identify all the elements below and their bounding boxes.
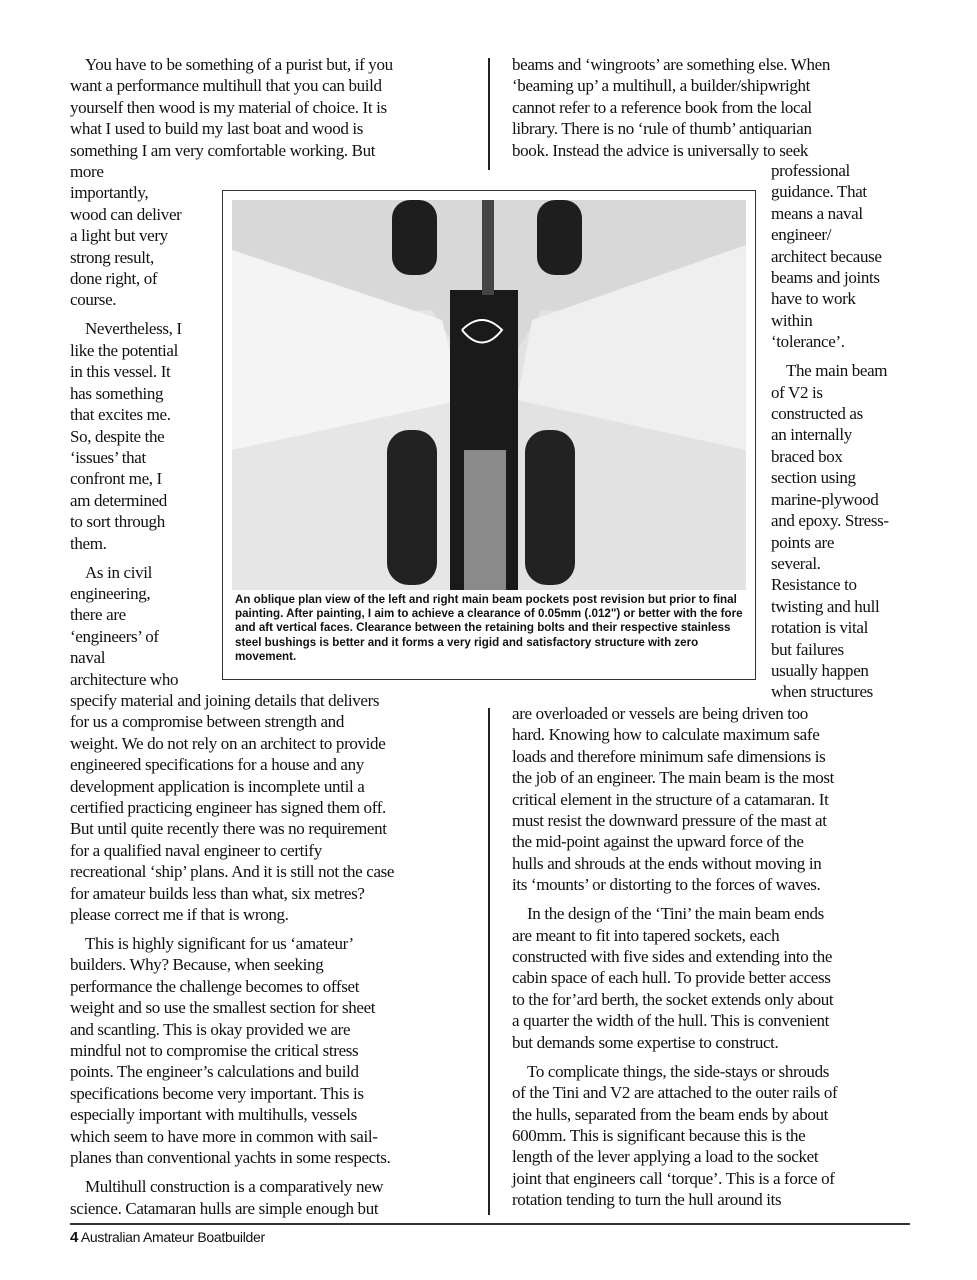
text-line: strong result,: [70, 247, 154, 267]
text-line: that excites me.: [70, 405, 171, 425]
text-line: ‘beaming up’ a multihull, a builder/shipwright: [512, 76, 811, 96]
text-line: This is highly significant for us ‘amateur’: [85, 934, 354, 954]
text-line: As in civil: [85, 562, 152, 582]
text-line: mindful not to compromise the critical stress: [70, 1041, 359, 1061]
text-line: book. Instead the advice is universally to seek: [512, 140, 809, 160]
text-line: length of the lever applying a load to the socket: [512, 1147, 819, 1167]
text-line: yourself then wood is my material of choice. It is: [70, 97, 387, 117]
text-line: To complicate things, the side-stays or shrouds: [527, 1061, 830, 1081]
text-line: weight and so use the smallest section for sheet: [70, 998, 376, 1018]
text-line: of V2 is: [771, 382, 823, 402]
text-line: recreational ‘ship’ plans. And it is still not the case: [70, 862, 395, 882]
page-number: 4: [70, 1229, 79, 1246]
page-footer: [70, 1229, 265, 1246]
text-line: its ‘mounts’ or distorting to the forces of waves.: [512, 875, 821, 895]
text-line: usually happen: [771, 660, 869, 680]
text-line: within: [771, 310, 813, 330]
text-line: braced box: [771, 446, 843, 466]
text-line: planes than conventional yachts in some respects.: [70, 1148, 391, 1168]
text-line: certified practicing engineer has signed them off.: [70, 798, 386, 817]
text-line: specify material and joining details that delivers: [70, 690, 380, 710]
text-line: when structures: [771, 682, 873, 702]
right-column-narrow: [771, 160, 889, 710]
text-line: a quarter the width of the hull. This is convenient: [512, 1011, 830, 1031]
text-line: for a qualified naval engineer to certify: [70, 840, 322, 860]
text-line: but demands some expertise to construct.: [512, 1032, 779, 1052]
paragraph: [70, 933, 394, 1168]
text-line: importantly,: [70, 183, 149, 203]
text-line: science. Catamaran hulls are simple enough but: [70, 1198, 379, 1218]
text-line: engineered specifications for a house and any: [70, 755, 364, 775]
text-line: cabin space of each hull. To provide better access: [512, 968, 831, 988]
text-line: and scantling. This is okay provided we are: [70, 1019, 351, 1039]
text-line: what I used to build my last boat and wood is: [70, 119, 364, 139]
text-line: marine-plywood: [771, 489, 879, 509]
text-line: like the potential: [70, 340, 178, 360]
text-line: done right, of: [70, 269, 158, 289]
text-line: there are: [70, 605, 126, 625]
text-line: development application is incomplete until a: [70, 776, 365, 796]
text-line: naval: [70, 648, 106, 668]
text-line: the job of an engineer. The main beam is the most: [512, 768, 834, 788]
text-line: for us a compromise between strength and: [70, 712, 344, 732]
text-line: points are: [771, 532, 835, 552]
text-line: has something: [70, 383, 164, 403]
text-line: Resistance to: [771, 575, 857, 595]
text-line: and epoxy. Stress-: [771, 511, 889, 531]
text-line: performance the challenge becomes to offset: [70, 976, 360, 996]
text-line: ‘issues’ that: [70, 447, 146, 467]
text-line: engineer/: [771, 225, 832, 245]
text-line: are overloaded or vessels are being driven too: [512, 704, 808, 723]
text-line: ‘tolerance’.: [771, 332, 845, 352]
text-line: must resist the downward pressure of the mast at: [512, 811, 827, 831]
text-line: an internally: [771, 425, 852, 445]
text-line: So, despite the: [70, 426, 165, 446]
text-line: section using: [771, 468, 856, 488]
beam-pockets-photo: [232, 200, 746, 590]
text-line: specifications become very important. This is: [70, 1083, 364, 1103]
text-line: library. There is no ‘rule of thumb’ antiquarian: [512, 119, 812, 139]
paragraph: [771, 160, 889, 353]
text-line: But until quite recently there was no requirement: [70, 819, 387, 839]
paragraph: [512, 903, 837, 1053]
paragraph: [771, 360, 889, 703]
right-column-bottom: [512, 703, 837, 1218]
text-line: You have to be something of a purist but, if you: [85, 55, 393, 74]
text-line: please correct me if that is wrong.: [70, 905, 289, 925]
text-line: architect because: [771, 246, 882, 266]
text-line: Nevertheless, I: [85, 319, 182, 339]
text-line: means a naval: [771, 203, 863, 223]
text-line: beams and ‘wingroots’ are something else. When: [512, 55, 830, 74]
text-line: beams and joints: [771, 268, 880, 288]
right-column-top: [512, 54, 830, 169]
text-line: hulls and shrouds at the ends without moving in: [512, 853, 822, 873]
text-line: am determined: [70, 490, 167, 510]
text-line: to the for’ard berth, the socket extends only about: [512, 989, 834, 1009]
text-line: architecture who: [70, 669, 179, 689]
photo-caption: An oblique plan view of the left and right main beam pockets post revision but prior to final painting. After painting, I aim to achieve a clearance of 0.05mm (.012") or better with the fore and aft vertical faces. Clearance between the retaining bolts and their respective stainless steel bushings is better and it forms a very rigid and satisfactory structure with zero movement.: [235, 593, 743, 663]
text-line: especially important with multihulls, vessels: [70, 1105, 357, 1125]
publication-name: Australian Amateur Boatbuilder: [80, 1229, 265, 1245]
text-line: weight. We do not rely on an architect to provide: [70, 733, 386, 753]
text-line: them.: [70, 533, 107, 553]
paragraph: [70, 1176, 394, 1219]
text-line: hard. Knowing how to calculate maximum safe: [512, 725, 820, 745]
paragraph: [512, 703, 837, 896]
text-line: want a performance multihull that you can build: [70, 76, 382, 96]
text-line: critical element in the structure of a catamaran. It: [512, 789, 829, 809]
text-line: more: [70, 162, 104, 182]
text-line: rotation is vital: [771, 618, 868, 638]
text-line: are meant to fit into tapered sockets, each: [512, 925, 780, 945]
text-line: in this vessel. It: [70, 362, 171, 382]
text-line: a light but very: [70, 226, 168, 246]
text-line: of the Tini and V2 are attached to the outer rails of: [512, 1083, 838, 1103]
text-line: have to work: [771, 289, 856, 309]
text-line: course.: [70, 290, 117, 310]
text-line: twisting and hull: [771, 596, 880, 616]
paragraph: [512, 1061, 837, 1211]
text-line: guidance. That: [771, 182, 867, 202]
text-line: 600mm. This is significant because this is the: [512, 1125, 806, 1145]
text-line: cannot refer to a reference book from the local: [512, 97, 812, 117]
text-line: ‘engineers’ of: [70, 626, 159, 646]
photo-figure: [222, 190, 756, 680]
text-line: something I am very comfortable working. But: [70, 140, 376, 160]
text-line: engineering,: [70, 583, 151, 603]
text-line: the mid-point against the upward force of the: [512, 832, 804, 852]
text-line: points. The engineer’s calculations and build: [70, 1062, 359, 1082]
text-line: confront me, I: [70, 469, 162, 489]
text-line: professional: [771, 161, 850, 180]
text-line: joint that engineers call ‘torque’. This is a force of: [512, 1168, 835, 1188]
text-line: but failures: [771, 639, 844, 659]
footer-rule: [70, 1223, 910, 1225]
text-line: which seem to have more in common with sail-: [70, 1126, 378, 1146]
text-line: rotation tending to turn the hull around its: [512, 1190, 782, 1210]
text-line: loads and therefore minimum safe dimensions is: [512, 746, 826, 766]
text-line: to sort through: [70, 512, 165, 532]
text-line: the hulls, separated from the beam ends by about: [512, 1104, 829, 1124]
paragraph: [512, 54, 830, 161]
text-line: In the design of the ‘Tini’ the main beam ends: [527, 904, 824, 924]
text-line: for amateur builds less than what, six metres?: [70, 883, 365, 903]
text-line: several.: [771, 553, 821, 573]
text-line: constructed with five sides and extending into the: [512, 947, 833, 967]
text-line: constructed as: [771, 404, 863, 424]
text-line: wood can deliver: [70, 204, 182, 224]
column-divider-bottom: [488, 708, 490, 1215]
text-line: Multihull construction is a comparatively new: [85, 1177, 384, 1197]
column-divider-top: [488, 58, 490, 170]
text-line: builders. Why? Because, when seeking: [70, 955, 324, 975]
text-line: The main beam: [786, 361, 888, 381]
